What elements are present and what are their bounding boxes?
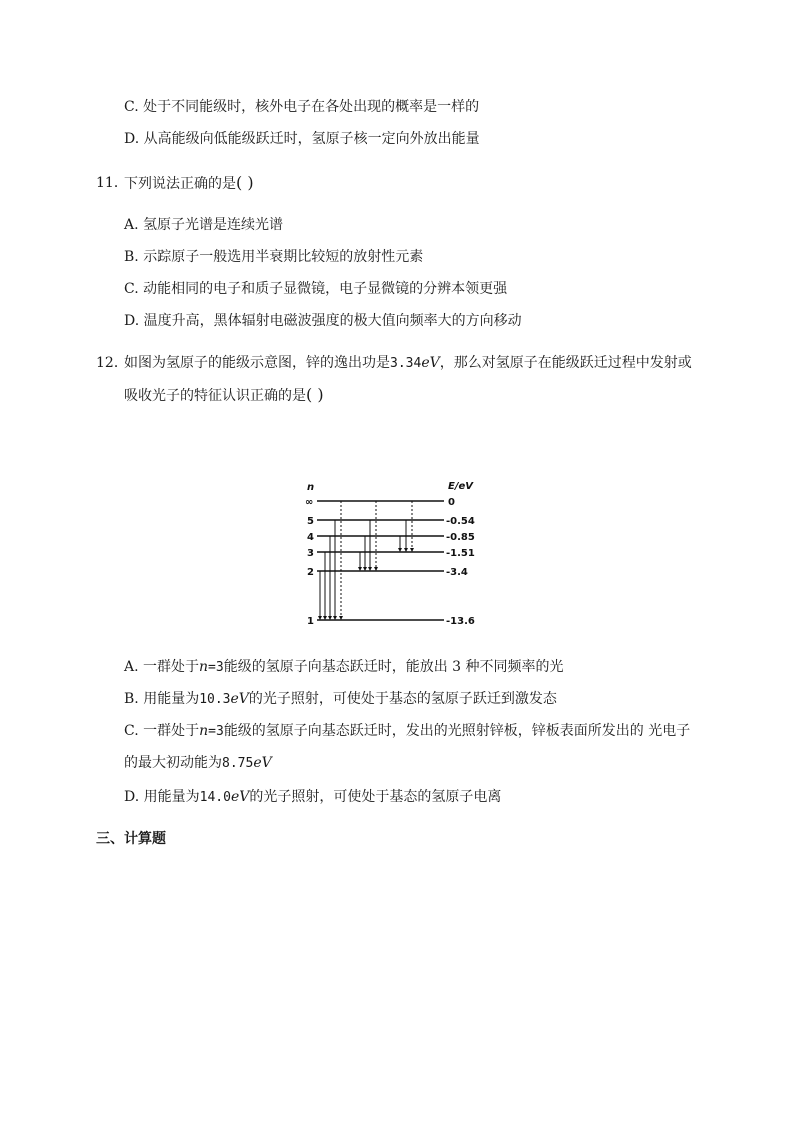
q11-option-a: A. 氢原子光谱是连续光谱 [124,217,284,233]
energy-axis-label: E/eV [448,481,474,492]
q12-option-a: A. 一群处于n=3能级的氢原子向基态跃迁时，能放出 3 种不同频率的光 [124,659,564,675]
q11-number: 11． [96,175,128,191]
level-energy-inf: 0 [448,497,455,508]
q10-option-d: D. 从高能级向低能级跃迁时，氢原子核一定向外放出能量 [124,131,480,147]
q12-number: 12． [96,355,128,371]
level-n-1: 1 [307,616,314,627]
q12-option-b: B. 用能量为10.3eV的光子照射，可使处于基态的氢原子跃迁到激发态 [124,691,557,707]
q12-option-d: D. 用能量为14.0eV的光子照射，可使处于基态的氢原子电离 [124,789,502,805]
q10-option-c: C. 处于不同能级时，核外电子在各处出现的概率是一样的 [124,99,480,115]
n-axis-label: n [307,482,315,493]
level-energy-2: -3.4 [446,567,468,578]
level-energy-4: -0.85 [446,532,475,543]
q11-option-c: C. 动能相同的电子和质子显微镜，电子显微镜的分辨本领更强 [124,281,508,297]
level-n-3: 3 [307,548,314,559]
section-3-title: 三、计算题 [96,831,166,847]
level-energy-1: -13.6 [446,616,475,627]
level-n-4: 4 [307,532,314,543]
q12-option-c-line2: 的最大初动能为8.75eV [124,755,272,771]
level-energy-3: -1.51 [446,548,475,559]
transitions-to-n3 [400,501,412,550]
transitions-to-ground [320,501,341,618]
arrow-heads [318,548,414,620]
q11-stem: 下列说法正确的是( ) [124,173,254,192]
energy-level-diagram [296,476,496,632]
level-n-2: 2 [307,567,314,578]
q11-option-b: B. 示踪原子一般选用半衰期比较短的放射性元素 [124,249,424,265]
q12-stem-line1: 如图为氢原子的能级示意图，锌的逸出功是3.34eV，那么对氢原子在能级跃迁过程中发射或 [124,355,692,371]
level-n-5: 5 [307,516,314,527]
q11-option-d: D. 温度升高，黑体辐射电磁波强度的极大值向频率大的方向移动 [124,313,522,329]
level-energy-5: -0.54 [446,516,475,527]
transitions-to-n2 [360,501,376,569]
q12-stem-line2: 吸收光子的特征认识正确的是( ) [124,385,324,404]
level-n-inf: ∞ [305,497,314,508]
q12-option-c: C. 一群处于n=3能级的氢原子向基态跃迁时，发出的光照射锌板，锌板表面所发出的 光电子 [124,723,691,739]
